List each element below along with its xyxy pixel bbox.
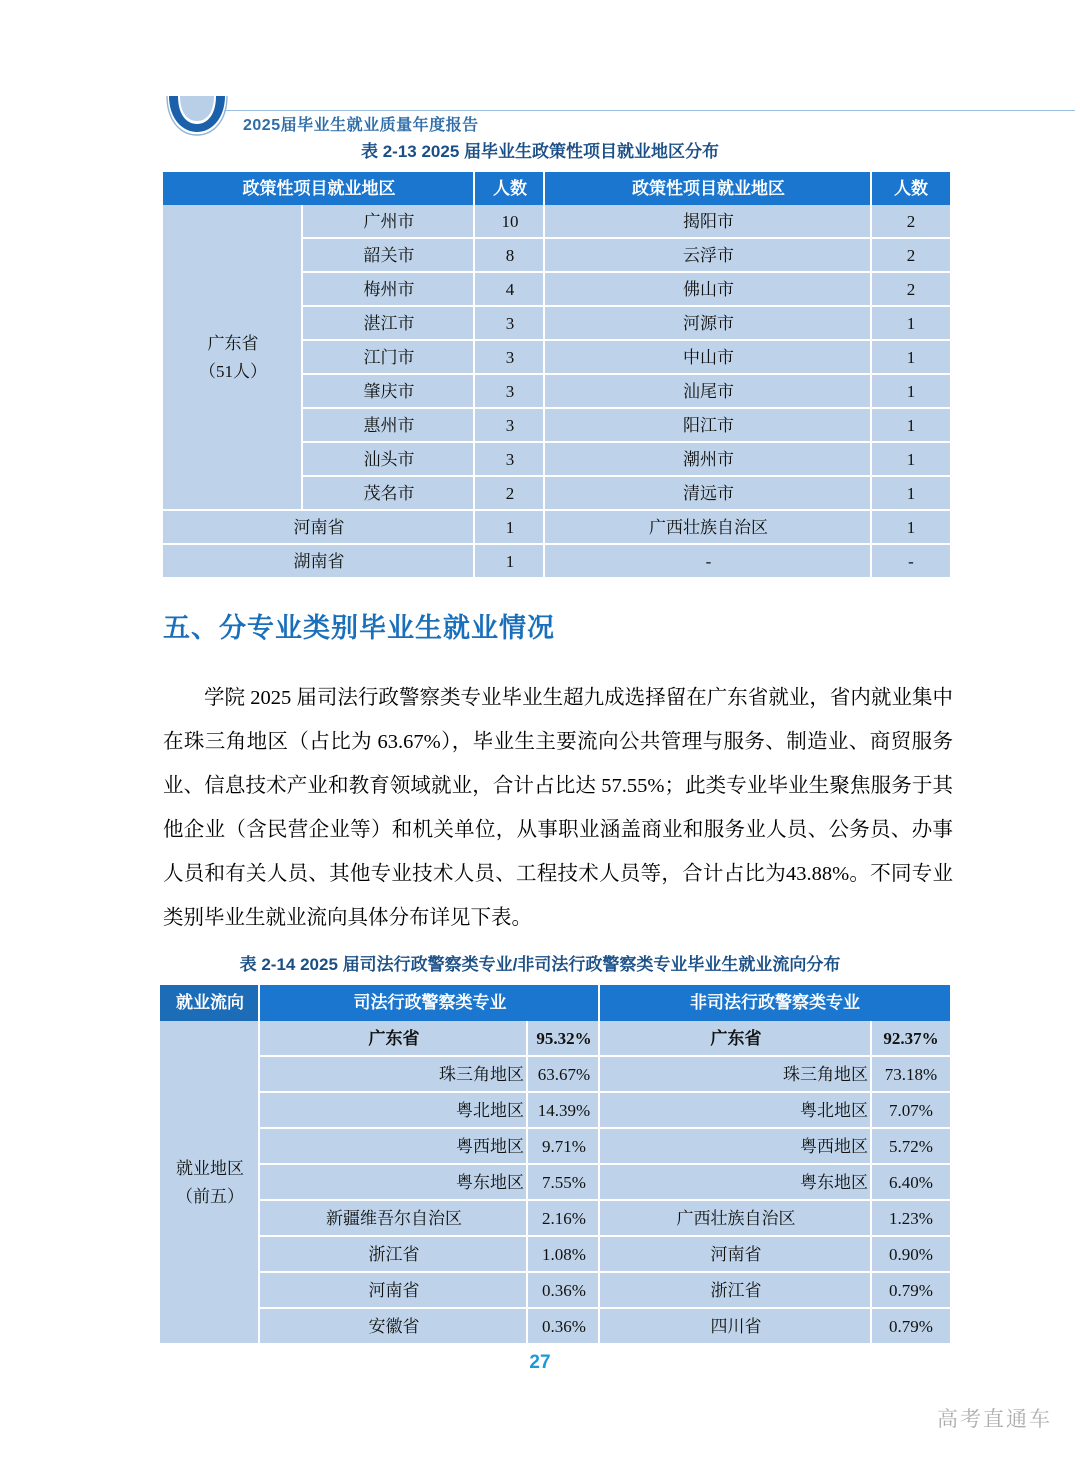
flow-value-left: 0.36%	[528, 1273, 600, 1309]
table-row	[160, 1021, 950, 1057]
count-right: 1	[872, 341, 950, 375]
count-left: 8	[475, 239, 545, 273]
flow-label-left: 安徽省	[260, 1309, 528, 1345]
flow-value-left: 2.16%	[528, 1201, 600, 1237]
flow-label-right: 粤北地区	[600, 1093, 872, 1129]
count-right: 1	[872, 443, 950, 477]
count-right: 2	[872, 239, 950, 273]
running-header	[0, 44, 1080, 134]
count-left: 1	[475, 545, 545, 579]
count-right: -	[872, 545, 950, 579]
flow-label-left: 粤西地区	[260, 1129, 528, 1165]
table-row	[160, 1273, 950, 1309]
col-header-count-right: 人数	[872, 172, 950, 205]
flow-label-left: 粤东地区	[260, 1165, 528, 1201]
city-left: 韶关市	[303, 239, 475, 273]
flow-label-right: 广东省	[600, 1021, 872, 1057]
flow-value-left: 9.71%	[528, 1129, 600, 1165]
city-right: 阳江市	[545, 409, 872, 443]
flow-label-left: 广东省	[260, 1021, 528, 1057]
city-left: 茂名市	[303, 477, 475, 511]
header-title: 2025届毕业生就业质量年度报告	[243, 117, 479, 134]
col-header-region-right: 政策性项目就业地区	[545, 172, 872, 205]
region-left: 河南省	[163, 511, 475, 545]
table-row	[160, 1093, 950, 1129]
header-rule	[224, 110, 1075, 111]
count-right: 2	[872, 205, 950, 239]
table-row	[163, 511, 950, 545]
count-right: 1	[872, 307, 950, 341]
city-right: 河源市	[545, 307, 872, 341]
col-header-count-left: 人数	[475, 172, 545, 205]
col-header-flow: 就业流向	[160, 985, 260, 1021]
flow-label-right: 珠三角地区	[600, 1057, 872, 1093]
flow-value-right: 1.23%	[872, 1201, 950, 1237]
region-right: 广西壮族自治区	[545, 511, 872, 545]
flow-value-right: 6.40%	[872, 1165, 950, 1201]
table-row	[163, 205, 950, 239]
count-right: 1	[872, 375, 950, 409]
count-left: 3	[475, 307, 545, 341]
table-213	[163, 172, 950, 579]
flow-value-left: 14.39%	[528, 1093, 600, 1129]
table-row	[160, 1309, 950, 1345]
university-emblem-icon	[166, 92, 228, 136]
city-right: 佛山市	[545, 273, 872, 307]
col-header-nonjudicial: 非司法行政警察类专业	[600, 985, 950, 1021]
table-row	[160, 1129, 950, 1165]
flow-value-left: 0.36%	[528, 1309, 600, 1345]
count-left: 3	[475, 341, 545, 375]
flow-label-right: 广西壮族自治区	[600, 1201, 872, 1237]
flow-label-left: 新疆维吾尔自治区	[260, 1201, 528, 1237]
flow-value-right: 7.07%	[872, 1093, 950, 1129]
flow-value-left: 63.67%	[528, 1057, 600, 1093]
table-row	[163, 545, 950, 579]
flow-value-left: 1.08%	[528, 1237, 600, 1273]
flow-value-right: 73.18%	[872, 1057, 950, 1093]
flow-label-right: 粤东地区	[600, 1165, 872, 1201]
city-left: 湛江市	[303, 307, 475, 341]
table-214-header-row	[160, 985, 950, 1021]
province-group-cell: 广东省 （51人）	[163, 205, 303, 511]
col-header-region-left: 政策性项目就业地区	[163, 172, 475, 205]
section-paragraph: 学院 2025 届司法行政警察类专业毕业生超九成选择留在广东省就业，省内就业集中在珠三角地区（占比为 63.67%），毕业生主要流向公共管理与服务、制造业、商贸服务业、信息技术产业和教育领域就业，合计占比达 57.55%；此类专业毕业生聚焦服务于其他企业（含民营企业等）和机关单位，从事职业涵盖商业和服务业人员、公务员、办事人员和有关人员、其他专业技术人员、工程技术人员等，合计占比为43.88%。不同专业类别毕业生就业流向具体分布详见下表。	[163, 687, 953, 929]
count-left: 1	[475, 511, 545, 545]
watermark: 高考直通车	[937, 1408, 1052, 1431]
city-right: 汕尾市	[545, 375, 872, 409]
count-left: 10	[475, 205, 545, 239]
city-left: 汕头市	[303, 443, 475, 477]
flow-label-left: 粤北地区	[260, 1093, 528, 1129]
flow-value-right: 92.37%	[872, 1021, 950, 1057]
count-left: 3	[475, 443, 545, 477]
flow-value-left: 7.55%	[528, 1165, 600, 1201]
flow-value-left: 95.32%	[528, 1021, 600, 1057]
table-row	[160, 1165, 950, 1201]
region-left: 湖南省	[163, 545, 475, 579]
count-right: 2	[872, 273, 950, 307]
flow-value-right: 0.79%	[872, 1309, 950, 1345]
count-right: 1	[872, 511, 950, 545]
count-left: 3	[475, 409, 545, 443]
table-214-caption: 表 2-14 2025 届司法行政警察类专业/非司法行政警察类专业毕业生就业流向分布	[239, 955, 841, 974]
flow-label-right: 浙江省	[600, 1273, 872, 1309]
city-left: 惠州市	[303, 409, 475, 443]
flow-value-right: 5.72%	[872, 1129, 950, 1165]
flow-group-cell: 就业地区 （前五）	[160, 1021, 260, 1345]
city-right: 云浮市	[545, 239, 872, 273]
section-heading: 五、分专业类别毕业生就业情况	[163, 613, 555, 643]
table-row	[160, 1201, 950, 1237]
region-right: -	[545, 545, 872, 579]
flow-label-right: 河南省	[600, 1237, 872, 1273]
flow-label-left: 珠三角地区	[260, 1057, 528, 1093]
page-number: 27	[529, 1352, 551, 1373]
flow-value-right: 0.90%	[872, 1237, 950, 1273]
flow-label-left: 浙江省	[260, 1237, 528, 1273]
count-left: 4	[475, 273, 545, 307]
city-right: 揭阳市	[545, 205, 872, 239]
flow-label-right: 粤西地区	[600, 1129, 872, 1165]
table-row	[160, 1237, 950, 1273]
col-header-judicial: 司法行政警察类专业	[260, 985, 600, 1021]
city-left: 肇庆市	[303, 375, 475, 409]
table-214	[160, 985, 950, 1345]
count-right: 1	[872, 409, 950, 443]
city-left: 广州市	[303, 205, 475, 239]
count-left: 3	[475, 375, 545, 409]
city-right: 清远市	[545, 477, 872, 511]
city-left: 江门市	[303, 341, 475, 375]
city-right: 中山市	[545, 341, 872, 375]
city-right: 潮州市	[545, 443, 872, 477]
flow-value-right: 0.79%	[872, 1273, 950, 1309]
count-left: 2	[475, 477, 545, 511]
flow-label-left: 河南省	[260, 1273, 528, 1309]
count-right: 1	[872, 477, 950, 511]
city-left: 梅州市	[303, 273, 475, 307]
flow-label-right: 四川省	[600, 1309, 872, 1345]
table-213-caption: 表 2-13 2025 届毕业生政策性项目就业地区分布	[360, 142, 719, 161]
table-213-header-row	[163, 172, 950, 205]
table-row	[160, 1057, 950, 1093]
